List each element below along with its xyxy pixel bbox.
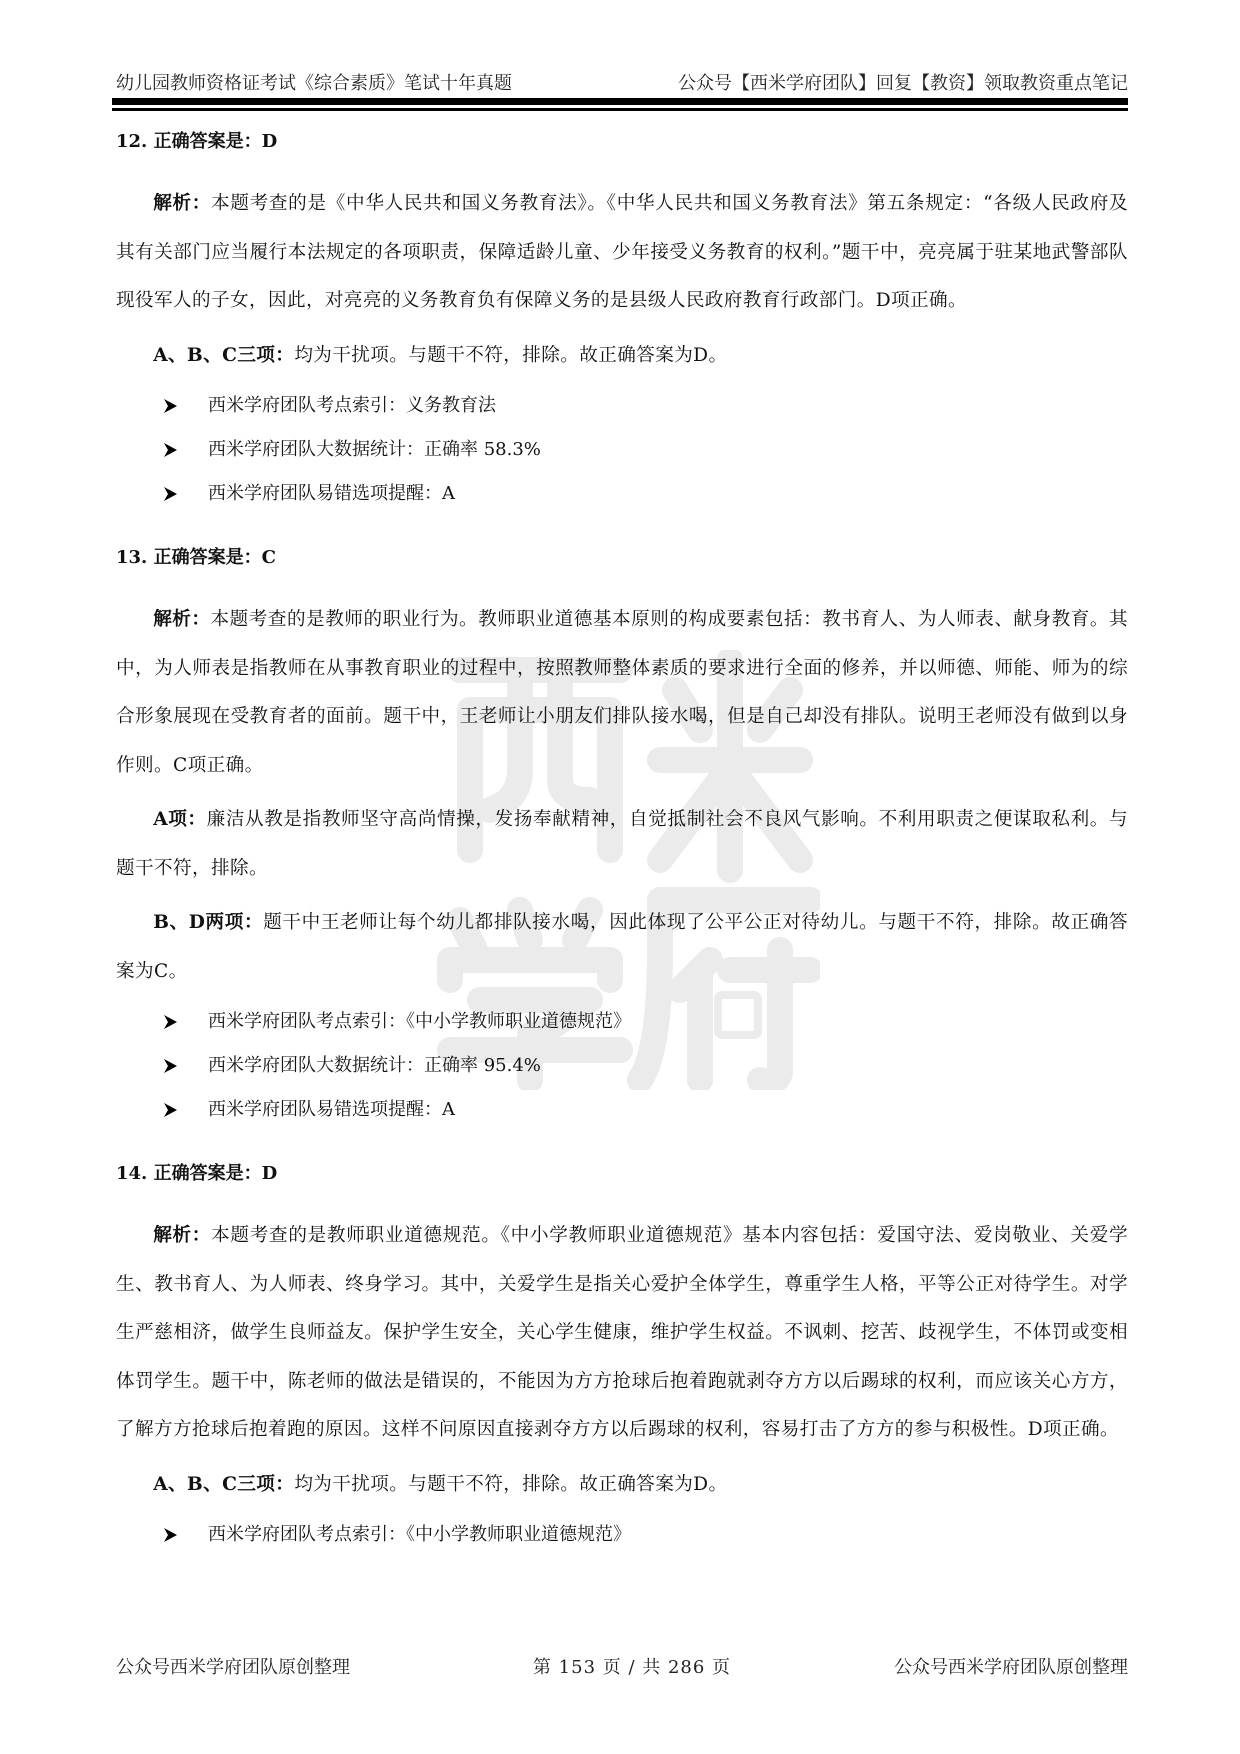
bullet-list (116, 384, 1128, 516)
question-12 (116, 130, 1128, 516)
bullet-text: 西米学府团队考点索引：《中小学教师职业道德规范》 (208, 1011, 631, 1032)
answer-title: 13. 正确答案是：C (116, 547, 276, 568)
answer-title: 14. 正确答案是：D (116, 1163, 278, 1184)
bullet-text: 西米学府团队大数据统计：正确率 58.3% (208, 439, 541, 460)
arrow-bullet-icon (162, 398, 178, 414)
paragraph-text: 均为干扰项。与题干不符，排除。故正确答案为D。 (294, 344, 728, 366)
analysis-paragraph (116, 596, 1128, 790)
arrow-bullet-icon (162, 1014, 178, 1030)
bullet-list (116, 1513, 1128, 1557)
header-rule-thin (112, 108, 1128, 111)
header-rule-thick (112, 98, 1128, 105)
list-item (162, 384, 1128, 428)
bullet-text: 西米学府团队易错选项提醒：A (208, 483, 455, 504)
header-promo: 公众号【西米学府团队】回复【教资】领取教资重点笔记 (678, 73, 1128, 94)
list-item (162, 1088, 1128, 1132)
list-item (162, 428, 1128, 472)
paragraph-text: 本题考查的是《中华人民共和国义务教育法》。《中华人民共和国义务教育法》第五条规定：“各级人民政府及其有关部门应当履行本法规定的各项职责，保障适龄儿童、少年接受义务教育的权利。”题干中，亮亮属于驻某地武警部队现役军人的子女，因此，对亮亮的义务教育负有保障义务的是县级人民政府教育行政部门。D项正确。 (116, 193, 1128, 311)
bullet-list (116, 1000, 1128, 1132)
question-13 (116, 546, 1128, 1132)
paragraph-text: 均为干扰项。与题干不符，排除。故正确答案为D。 (294, 1473, 728, 1495)
arrow-bullet-icon (162, 486, 178, 502)
analysis-paragraph (116, 1212, 1128, 1455)
option-bd-paragraph (116, 899, 1128, 996)
arrow-bullet-icon (162, 1058, 178, 1074)
page-footer (116, 1656, 1128, 1680)
analysis-paragraph (116, 180, 1128, 326)
list-item (162, 1000, 1128, 1044)
paragraph-label: 解析： (153, 193, 212, 214)
paragraph-label: A项： (153, 809, 207, 830)
header-title: 幼儿园教师资格证考试《综合素质》笔试十年真题 (116, 73, 512, 94)
page-number: 第 153 页 / 共 286 页 (532, 1657, 732, 1678)
footer-right: 公众号西米学府团队原创整理 (893, 1657, 1128, 1678)
options-paragraph (116, 1461, 1128, 1510)
list-item (162, 1044, 1128, 1088)
bullet-text: 西米学府团队考点索引：义务教育法 (208, 395, 496, 416)
page-header (116, 72, 1128, 96)
option-a-paragraph (116, 796, 1128, 893)
bullet-text: 西米学府团队大数据统计：正确率 95.4% (208, 1055, 541, 1076)
paragraph-label: A、B、C三项： (153, 344, 295, 366)
footer-left: 公众号西米学府团队原创整理 (116, 1657, 350, 1678)
list-item (162, 472, 1128, 516)
arrow-bullet-icon (162, 1102, 178, 1118)
page-content (116, 130, 1128, 1579)
list-item (162, 1513, 1128, 1557)
question-14 (116, 1162, 1128, 1557)
answer-title: 12. 正确答案是：D (116, 131, 278, 152)
paragraph-text: 廉洁从教是指教师坚守高尚情操，发扬奉献精神，自觉抵制社会不良风气影响。不利用职责之便谋取私利。与题干不符，排除。 (116, 809, 1128, 879)
paragraph-label: 解析： (153, 609, 211, 630)
arrow-bullet-icon (162, 1527, 178, 1543)
arrow-bullet-icon (162, 442, 178, 458)
paragraph-text: 题干中王老师让每个幼儿都排队接水喝，因此体现了公平公正对待幼儿。与题干不符，排除。故正确答案为C。 (116, 912, 1128, 982)
paragraph-label: A、B、C三项： (153, 1473, 295, 1495)
paragraph-text: 本题考查的是教师的职业行为。教师职业道德基本原则的构成要素包括：教书育人、为人师表、献身教育。其中，为人师表是指教师在从事教育职业的过程中，按照教师整体素质的要求进行全面的修养，并以师德、师能、师为的综合形象展现在受教育者的面前。题干中，王老师让小朋友们排队接水喝，但是自己却没有排队。说明王老师没有做到以身作则。C项正确。 (116, 609, 1129, 776)
bullet-text: 西米学府团队考点索引：《中小学教师职业道德规范》 (208, 1524, 631, 1545)
paragraph-text: 本题考查的是教师职业道德规范。《中小学教师职业道德规范》基本内容包括：爱国守法、爱岗敬业、关爱学生、教书育人、为人师表、终身学习。其中，关爱学生是指关心爱护全体学生，尊重学生人格，平等公正对待学生。对学生严慈相济，做学生良师益友。保护学生安全，关心学生健康，维护学生权益。不讽刺、挖苦、歧视学生，不体罚或变相体罚学生。题干中，陈老师的做法是错误的，不能因为方方抢球后抱着跑就剥夺方方以后踢球的权利，而应该关心方方，了解方方抢球后抱着跑的原因。这样不问原因直接剥夺方方以后踢球的权利，容易打击了方方的参与积极性。D项正确。 (116, 1225, 1129, 1440)
bullet-text: 西米学府团队易错选项提醒：A (208, 1099, 455, 1120)
paragraph-label: 解析： (153, 1225, 212, 1246)
options-paragraph (116, 332, 1128, 381)
paragraph-label: B、D两项： (153, 912, 264, 933)
